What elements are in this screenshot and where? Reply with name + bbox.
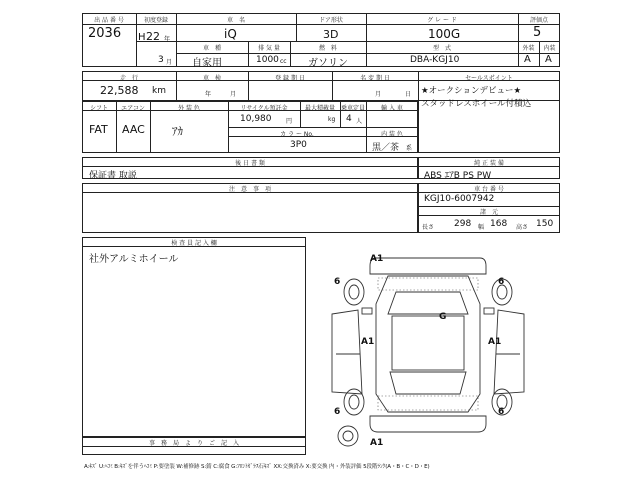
header-interior: 内装 bbox=[543, 45, 556, 52]
capacity-unit: 人 bbox=[356, 118, 363, 125]
header-recycle: リサイクル預託金 bbox=[240, 105, 288, 112]
int-color-unit: 系 bbox=[406, 145, 413, 152]
header-max-load: 最大積載量 bbox=[304, 105, 335, 112]
header-doors: ドア形状 bbox=[319, 17, 343, 24]
header-chassis-no: 車 台 番 号 bbox=[474, 186, 504, 193]
damage-roof: G bbox=[439, 312, 447, 322]
displacement-unit: cc bbox=[280, 58, 287, 65]
interior-grade: A bbox=[545, 54, 552, 65]
legend: A:ｷｽﾞ U:ﾍｺﾐ B:ｷｽﾞを伴うﾍｺﾐ P:要塗装 W:補修跡 S:錆 C:腐食 G:ﾌﾛﾝﾄｶﾞﾗｽ石ｷｽﾞ XX:交換済み X:要交換 内・外装評価 5段階ﾗﾝｸ(A・B・C・D・E) bbox=[84, 464, 430, 470]
header-displacement: 排 気 量 bbox=[258, 45, 280, 52]
equipment: ABS ｴｱB PS PW bbox=[424, 171, 492, 181]
height: 150 bbox=[536, 219, 554, 229]
mileage: 22,588 bbox=[100, 84, 139, 97]
header-equipment: 純 正 装 備 bbox=[474, 160, 504, 167]
sales-point-line-1: ★オークションデビュー★ bbox=[421, 86, 522, 96]
damage-front-bumper: A1 bbox=[370, 254, 384, 264]
header-fuel: 燃 料 bbox=[318, 45, 337, 52]
sales-point-line-2: スタッドレスホイール付積込 bbox=[421, 99, 532, 109]
header-office-notes: 事 務 局 よ り ご 記 入 bbox=[148, 440, 239, 447]
recycle-unit: 円 bbox=[286, 118, 293, 125]
damage-left-side: A1 bbox=[361, 337, 375, 347]
shift: FAT bbox=[89, 123, 108, 136]
doors: 3D bbox=[323, 28, 339, 41]
header-color-no: カ ラ ー No. bbox=[280, 131, 314, 138]
header-notes: 注 意 事 項 bbox=[228, 186, 271, 193]
header-reg-date: 登 録 期 日 bbox=[275, 75, 305, 82]
length-label: 長さ bbox=[422, 224, 435, 231]
first-reg-month: 3 bbox=[158, 55, 164, 65]
lot-number: 2036 bbox=[88, 26, 122, 41]
header-score: 評価点 bbox=[529, 17, 548, 24]
damage-front-left: 6 bbox=[334, 277, 341, 287]
displacement: 1000 bbox=[256, 55, 279, 65]
damage-rear-right: 6 bbox=[498, 407, 505, 417]
header-use-type: 車 種 bbox=[202, 45, 221, 52]
first-reg-year-unit: 年 bbox=[164, 36, 171, 43]
header-inspection: 車 検 bbox=[202, 75, 221, 82]
length: 298 bbox=[454, 219, 472, 229]
recycle: 10,980 bbox=[240, 114, 272, 124]
damage-rear-left: 6 bbox=[334, 407, 341, 417]
inspector-notes-box bbox=[82, 237, 306, 437]
header-aircon: エアコン bbox=[121, 105, 145, 112]
first-reg-month-unit: 月 bbox=[166, 59, 173, 66]
width: 168 bbox=[490, 219, 508, 229]
header-ext-color: 外 装 色 bbox=[178, 105, 200, 112]
header-shift: シフト bbox=[89, 105, 108, 112]
int-color: 黒／茶 bbox=[372, 143, 400, 153]
header-sales-point: セールスポイント bbox=[465, 75, 513, 82]
name-change-day-unit: 日 bbox=[405, 91, 412, 98]
mileage-unit: km bbox=[152, 86, 166, 96]
color-no: 3P0 bbox=[290, 140, 307, 150]
aircon: AAC bbox=[122, 123, 145, 136]
damage-rear-bumper: A1 bbox=[370, 438, 384, 448]
damage-right-side: A1 bbox=[488, 337, 502, 347]
score: 5 bbox=[533, 25, 542, 40]
header-grade: グ レ ー ド bbox=[427, 17, 457, 24]
inspection-year-unit: 年 bbox=[205, 91, 212, 98]
header-inspector-notes: 検 査 員 記 入 欄 bbox=[171, 240, 217, 247]
header-name-change: 名 変 期 日 bbox=[360, 75, 390, 82]
grade: 100G bbox=[428, 27, 461, 41]
header-car-name: 車 名 bbox=[226, 17, 245, 24]
car-damage-diagram bbox=[318, 244, 540, 456]
header-int-color: 内 装 色 bbox=[381, 131, 403, 138]
header-capacity: 乗車定員 bbox=[340, 105, 365, 112]
header-first-reg: 初度登録 bbox=[143, 17, 168, 24]
model-type: DBA-KGJ10 bbox=[410, 55, 460, 65]
fuel: ガソリン bbox=[308, 58, 348, 69]
max-load-unit: kg bbox=[328, 116, 336, 123]
header-exterior: 外装 bbox=[522, 45, 535, 52]
header-after-docs: 後 日 書 類 bbox=[235, 160, 265, 167]
first-reg-year: 22 bbox=[146, 30, 160, 43]
inspector-note: 社外アルミホイール bbox=[89, 254, 179, 265]
chassis-no: KGJ10-6007942 bbox=[424, 194, 495, 204]
header-mileage: 走 行 bbox=[119, 75, 138, 82]
width-label: 幅 bbox=[478, 224, 485, 231]
header-import: 輸 入 車 bbox=[381, 105, 403, 112]
header-dimensions: 諸 元 bbox=[479, 209, 498, 216]
height-label: 高さ bbox=[516, 224, 529, 231]
name-change-month-unit: 月 bbox=[375, 91, 382, 98]
first-reg-era: H bbox=[138, 32, 146, 43]
use-type: 自家用 bbox=[192, 58, 222, 69]
header-lot-no: 出 品 番 号 bbox=[94, 17, 124, 24]
capacity: 4 bbox=[346, 114, 352, 124]
ext-color: ｱｶ bbox=[172, 125, 183, 138]
after-docs: 保証書 取説 bbox=[89, 171, 137, 181]
inspection-month-unit: 月 bbox=[230, 91, 237, 98]
damage-front-right: 6 bbox=[498, 277, 505, 287]
exterior-grade: A bbox=[524, 54, 531, 65]
header-model-type: 型 式 bbox=[432, 45, 451, 52]
car-name: iQ bbox=[224, 27, 237, 41]
